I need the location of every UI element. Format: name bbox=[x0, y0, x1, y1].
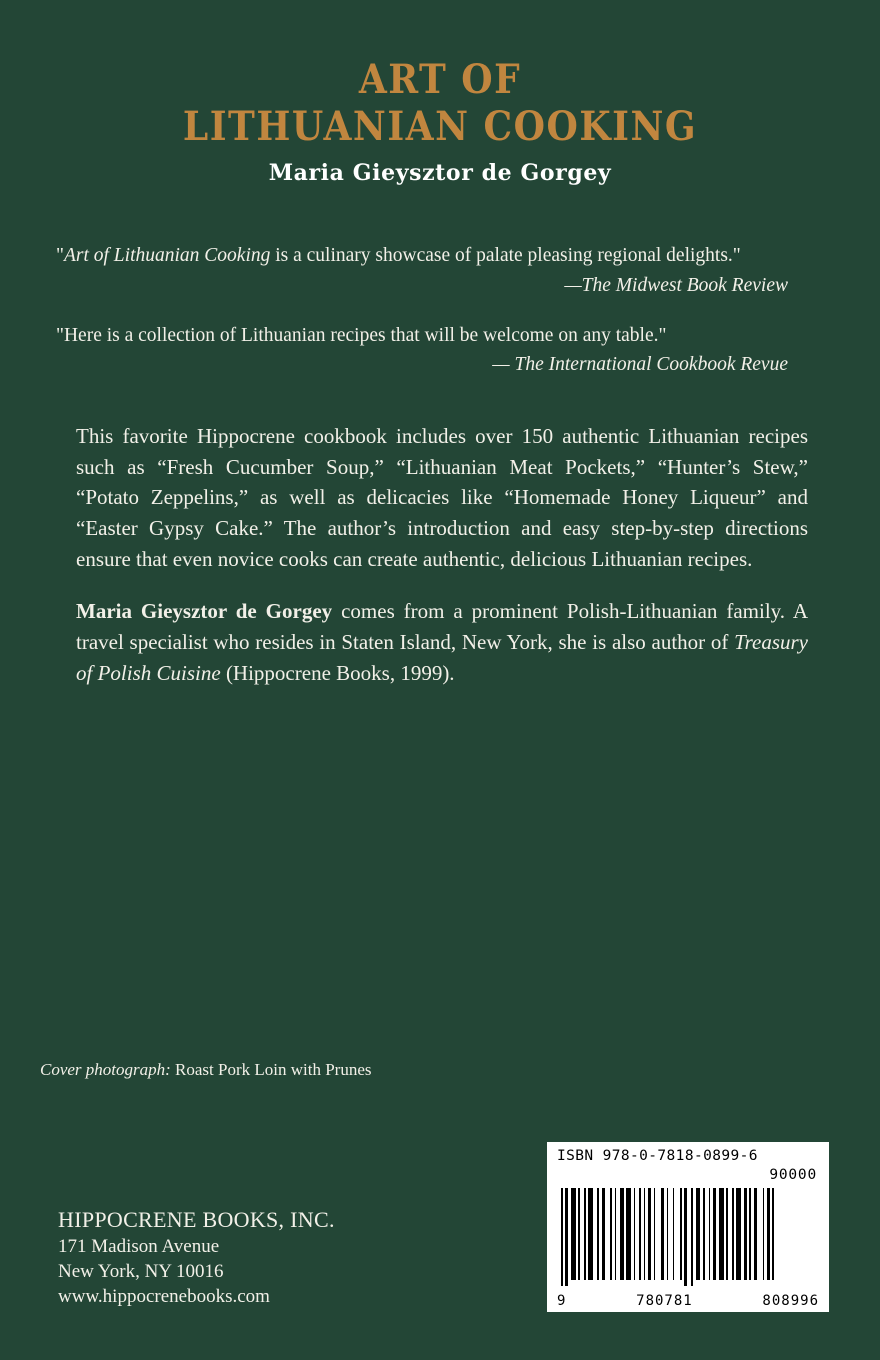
barcode bbox=[547, 1142, 829, 1312]
barcode-digit-left: 9 bbox=[557, 1293, 567, 1309]
cover-photo-credit bbox=[40, 1060, 372, 1080]
cover-photo-credit-label: Cover photograph: bbox=[40, 1060, 171, 1079]
description-paragraph: This favorite Hippocrene cookbook includes over 150 authentic Lithuanian recipes such as “Fresh Cucumber Soup,” “Lithuanian Meat Pockets,” “Hunter’s Stew,” “Potato Zeppelins,” as well as delicacies like “Homemade Honey Liqueur” and “Easter Gypsy Cake.” The author’s introduction and easy step-by-step directions ensure that even novice cooks can create authentic, delicious Lithuanian recipes. bbox=[76, 424, 808, 571]
blurb-quote-rest: is a culinary showcase of palate pleasing regional delights." bbox=[270, 245, 741, 267]
publisher-block bbox=[58, 1205, 335, 1309]
publisher-city: New York, NY 10016 bbox=[58, 1261, 224, 1283]
barcode-digit-mid: 780781 bbox=[636, 1293, 693, 1309]
author-name: Maria Gieysztor de Gorgey bbox=[268, 160, 612, 187]
cover-photo-credit-text: Roast Pork Loin with Prunes bbox=[170, 1060, 372, 1079]
title-block bbox=[0, 0, 880, 186]
title-line-1: ART OF bbox=[358, 56, 522, 103]
ean5-price-code: 90000 bbox=[769, 1167, 817, 1183]
blurb-quote-lead: " bbox=[56, 245, 64, 267]
blurb-attribution: —The Midwest Book Review bbox=[564, 275, 788, 297]
description-section bbox=[76, 421, 808, 688]
blurb-quote bbox=[56, 322, 824, 350]
blurb-item bbox=[56, 322, 824, 379]
isbn-text: ISBN 978-0-7818-0899-6 bbox=[557, 1148, 758, 1164]
barcode-bars bbox=[561, 1188, 813, 1286]
barcode-digits bbox=[557, 1293, 819, 1309]
blurb-quote-lead: " bbox=[56, 324, 64, 346]
blurb-attribution: — The International Cookbook Revue bbox=[492, 354, 788, 376]
title-line-2: LITHUANIAN COOKING bbox=[182, 103, 698, 151]
blurb-quote-title: Art of Lithuanian Cooking bbox=[63, 245, 271, 267]
author-bio-paragraph bbox=[76, 596, 808, 688]
publisher-name: HIPPOCRENE BOOKS, INC. bbox=[58, 1207, 335, 1232]
blurbs-section bbox=[56, 242, 824, 379]
publisher-address: 171 Madison Avenue bbox=[58, 1236, 220, 1258]
blurb-quote bbox=[56, 242, 824, 270]
author-bio-book-title: Treasury of Polish Cuisine bbox=[76, 630, 808, 685]
author-bio-name: Maria Gieysztor de Gorgey bbox=[76, 599, 333, 624]
blurb-item bbox=[56, 242, 824, 299]
barcode-digit-right: 808996 bbox=[762, 1293, 819, 1309]
author-bio-part-2: (Hippocrene Books, 1999). bbox=[220, 660, 455, 685]
page-title bbox=[0, 56, 880, 150]
blurb-quote-rest: Here is a collection of Lithuanian recipes that will be welcome on any table." bbox=[63, 324, 667, 346]
author-bio-part-1: comes from a prominent Polish-Lithuanian family. A travel specialist who resides in Staten Island, New York, she is also author of bbox=[76, 599, 808, 655]
publisher-website[interactable]: www.hippocrenebooks.com bbox=[58, 1286, 270, 1308]
